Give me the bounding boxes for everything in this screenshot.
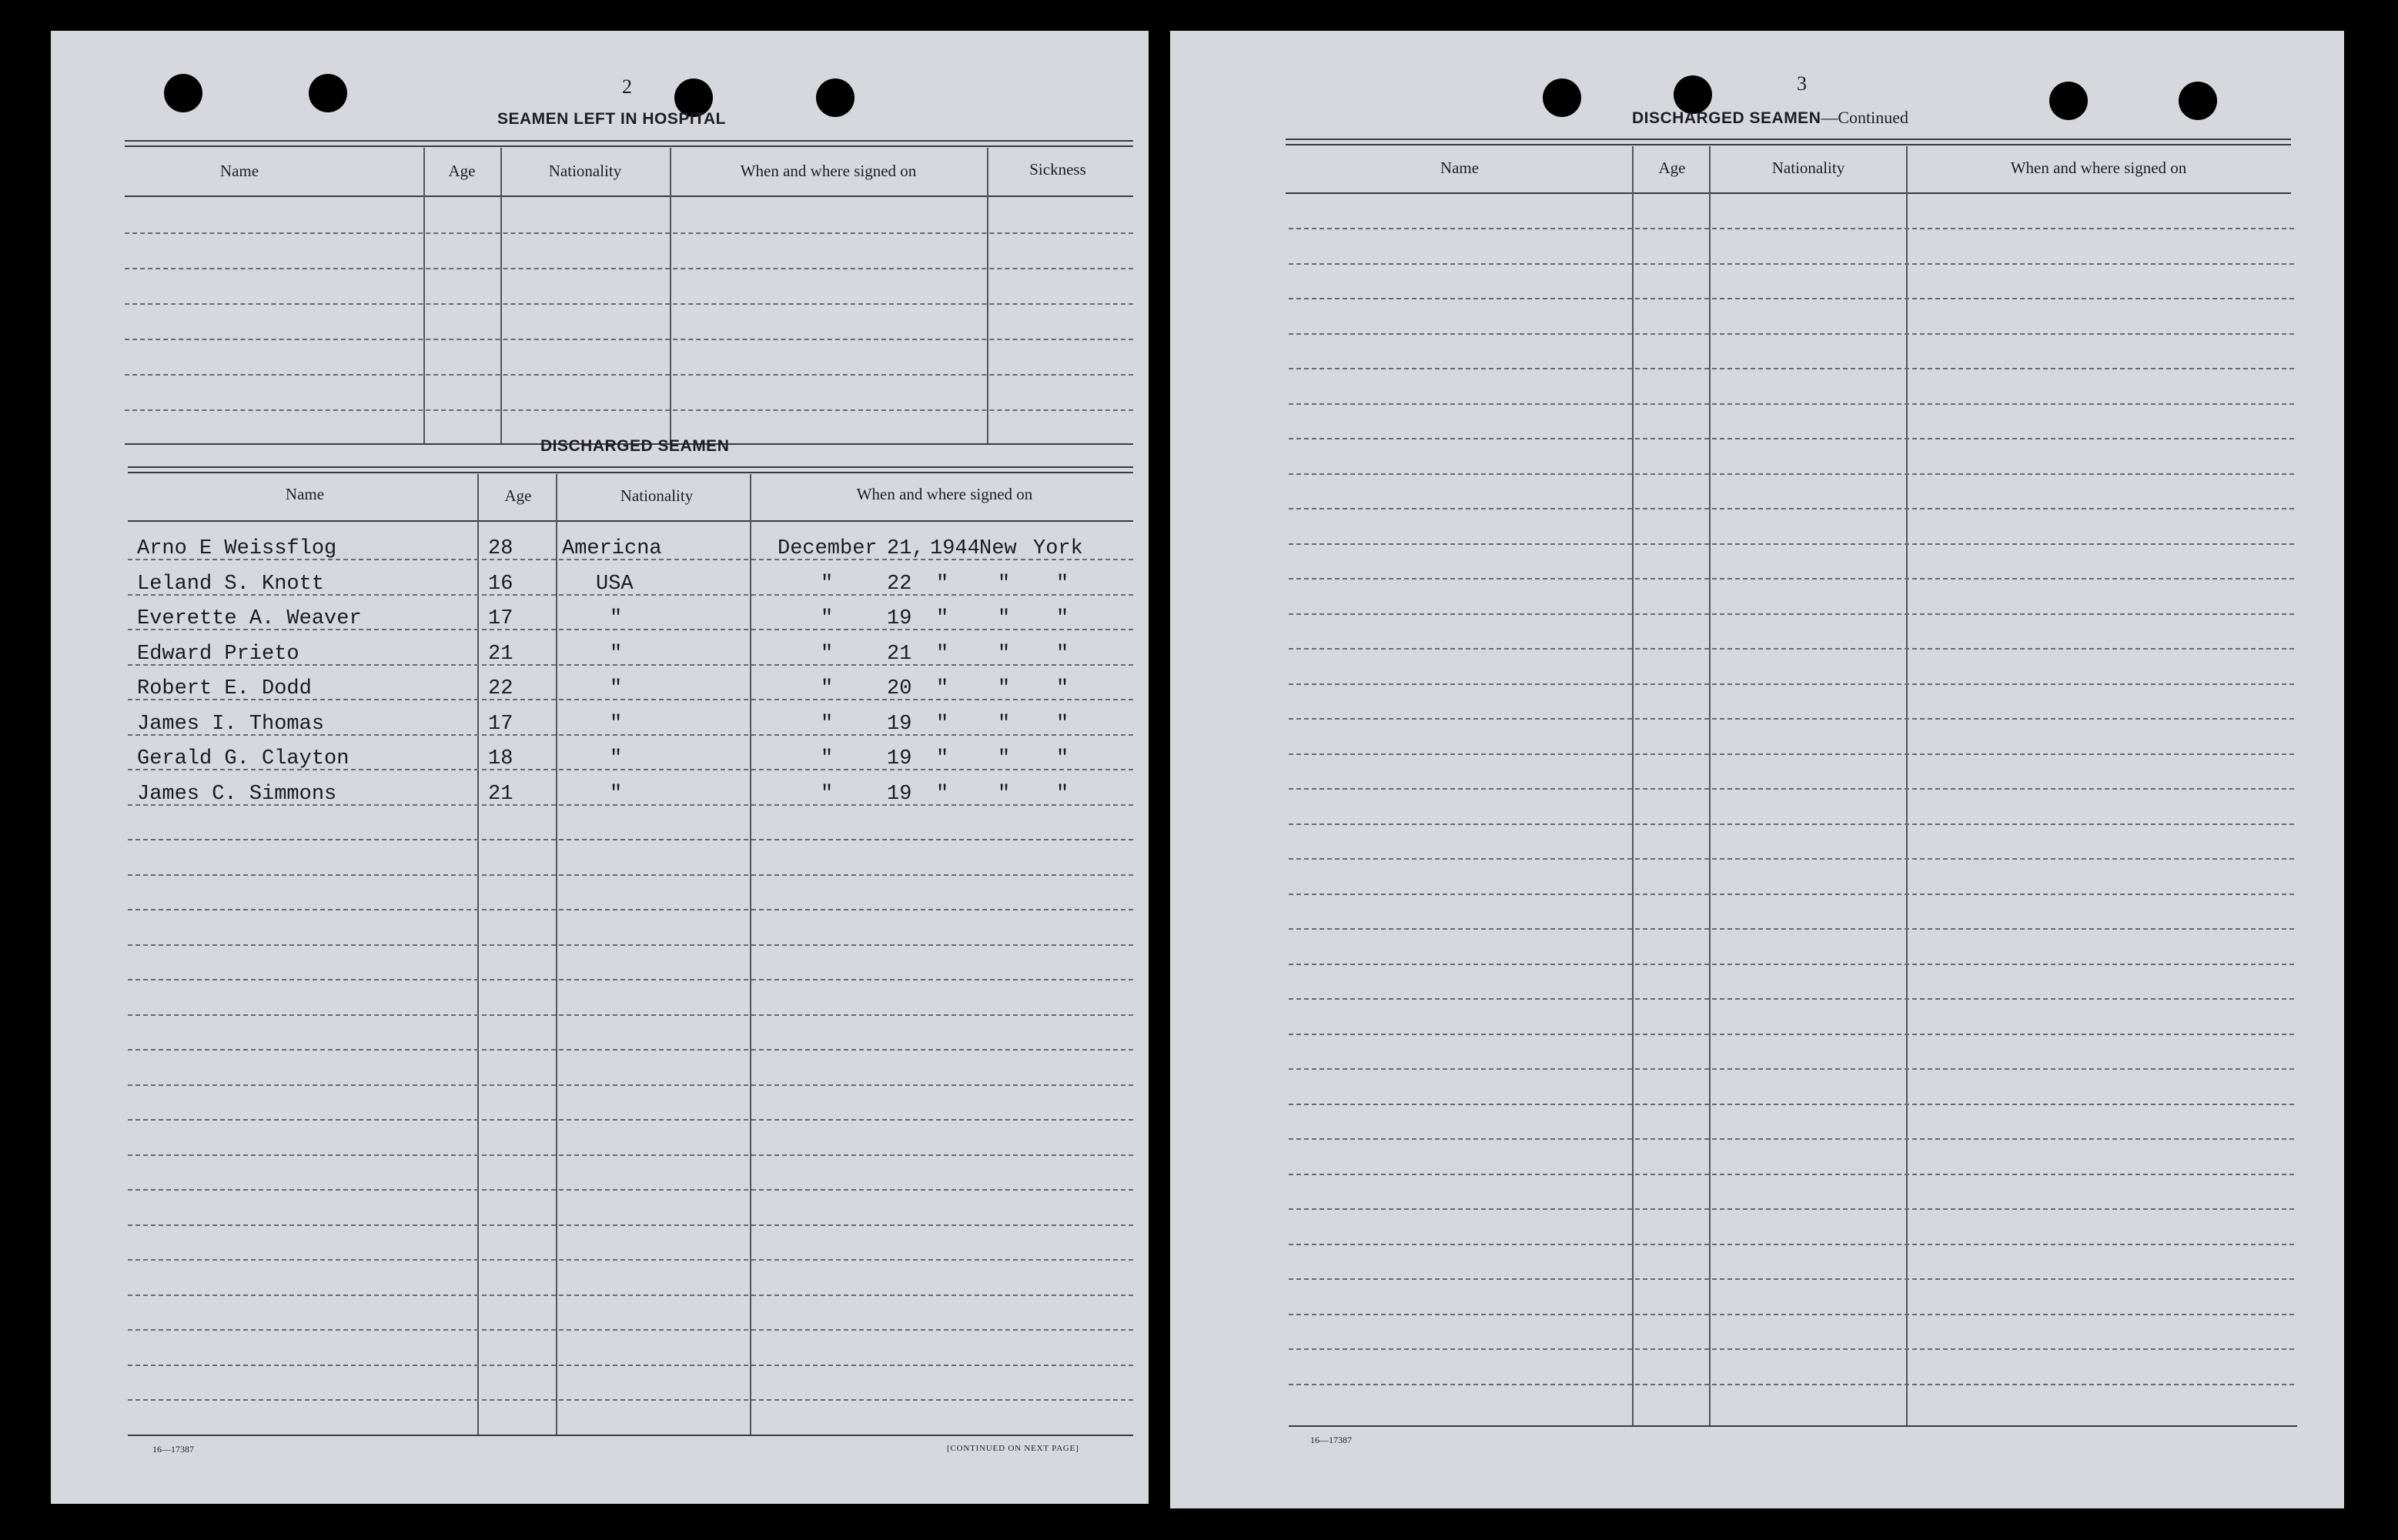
column-divider <box>987 148 988 443</box>
column-divider <box>556 474 557 1435</box>
seaman-age: 21 <box>488 782 513 806</box>
right-page <box>1170 31 2344 1508</box>
column-header-sickness: Sickness <box>1029 160 1086 179</box>
entry-line <box>1289 1348 2294 1350</box>
continued-note: [CONTINUED ON NEXT PAGE] <box>947 1444 1079 1453</box>
signed-on-day: 19 <box>887 607 912 630</box>
signed-on-day: 22 <box>887 572 912 596</box>
seaman-age: 21 <box>488 642 513 666</box>
page-number: 3 <box>1797 72 1807 95</box>
seaman-nationality: " <box>610 747 623 770</box>
entry-line <box>1289 1278 2294 1280</box>
entry-line <box>1289 683 2294 685</box>
column-header-nationality: Nationality <box>1771 159 1845 177</box>
column-divider <box>477 474 479 1435</box>
form-number: 16—17387 <box>1310 1435 1352 1445</box>
punch-hole <box>2179 82 2217 120</box>
signed-on-place: " <box>998 782 1011 806</box>
column-header-signed-on: When and where signed on <box>2010 159 2187 177</box>
seaman-nationality: " <box>610 677 623 700</box>
seaman-age: 16 <box>488 572 513 596</box>
seaman-nationality: USA <box>596 572 634 596</box>
seaman-age: 17 <box>488 607 513 630</box>
signed-on-place: " <box>1056 712 1069 736</box>
entry-line <box>1289 1208 2294 1210</box>
entry-line <box>1289 1244 2294 1245</box>
seaman-nationality: Americna <box>562 537 662 560</box>
entry-line <box>1289 648 2294 650</box>
entry-line <box>1289 473 2294 475</box>
page-title-main: DISCHARGED SEAMEN <box>1632 109 1821 127</box>
signed-on-place: " <box>998 747 1011 770</box>
entry-line <box>1289 788 2294 790</box>
entry-line <box>1289 753 2294 755</box>
seaman-name: Leland S. Knott <box>137 572 325 596</box>
column-divider <box>1632 146 1634 1425</box>
signed-on-place: " <box>998 642 1011 666</box>
signed-on-day: 20 <box>887 677 912 700</box>
header-rule <box>125 195 1133 197</box>
seaman-nationality: " <box>610 607 623 630</box>
table-bottom-rule <box>1289 1425 2297 1427</box>
page-title-suffix: —Continued <box>1821 108 1909 127</box>
entry-line <box>1289 543 2294 545</box>
column-header-nationality: Nationality <box>620 486 694 505</box>
table-bottom-rule <box>128 1435 1133 1436</box>
signed-on-place: " <box>1056 747 1069 770</box>
signed-on-place: " <box>998 607 1011 630</box>
entry-line <box>128 839 1133 840</box>
seaman-age: 18 <box>488 747 513 770</box>
entry-line <box>125 232 1133 234</box>
punch-hole <box>1543 79 1581 117</box>
entry-line <box>1289 263 2294 265</box>
entry-line <box>128 874 1133 876</box>
seaman-name: James I. Thomas <box>137 712 325 736</box>
entry-line <box>1289 858 2294 860</box>
entry-line <box>128 1014 1133 1016</box>
entry-line <box>128 909 1133 910</box>
entry-line <box>1289 333 2294 335</box>
seaman-nationality: " <box>610 712 623 736</box>
signed-on-place: " <box>1056 677 1069 700</box>
entry-line <box>1289 613 2294 615</box>
header-rule <box>128 520 1133 522</box>
signed-on-day: 19 <box>887 712 912 736</box>
signed-on-place: " <box>998 712 1011 736</box>
punch-hole <box>816 79 855 117</box>
seaman-name: Edward Prieto <box>137 642 299 666</box>
entry-line <box>128 1224 1133 1226</box>
column-divider <box>423 148 425 443</box>
signed-on-place: " <box>1056 642 1069 666</box>
column-header-age: Age <box>448 162 476 180</box>
column-divider <box>500 148 502 443</box>
seaman-nationality: " <box>610 782 623 806</box>
entry-line <box>128 1365 1133 1366</box>
entry-line <box>128 1154 1133 1156</box>
entry-line <box>1289 1174 2294 1175</box>
seaman-name: James C. Simmons <box>137 782 337 806</box>
entry-line <box>1289 718 2294 720</box>
entry-line <box>128 1049 1133 1051</box>
entry-line <box>1289 438 2294 439</box>
entry-line <box>125 374 1133 376</box>
signed-on-year: " <box>936 677 949 700</box>
form-number: 16—17387 <box>152 1444 194 1455</box>
signed-on-day: 19 <box>887 747 912 770</box>
signed-on-year: " <box>936 642 949 666</box>
seaman-name: Everette A. Weaver <box>137 607 362 630</box>
signed-on-year: " <box>936 607 949 630</box>
seaman-name: Gerald G. Clayton <box>137 747 349 770</box>
punch-hole <box>309 74 347 112</box>
signed-on-month: " <box>821 712 834 736</box>
column-header-name: Name <box>285 485 325 503</box>
entry-line <box>1289 1068 2294 1070</box>
entry-line <box>128 1259 1133 1261</box>
signed-on-day: 21 <box>887 642 912 666</box>
seaman-name: Robert E. Dodd <box>137 677 312 700</box>
entry-line <box>1289 1104 2294 1105</box>
column-header-signed-on: When and where signed on <box>856 485 1033 503</box>
seaman-age: 22 <box>488 677 513 700</box>
entry-line <box>128 1294 1133 1296</box>
table-top-rule <box>128 466 1133 473</box>
signed-on-place: " <box>1056 782 1069 806</box>
column-header-nationality: Nationality <box>548 162 622 180</box>
column-header-name: Name <box>1440 159 1480 177</box>
signed-on-month: " <box>821 572 834 596</box>
entry-line <box>128 1399 1133 1401</box>
signed-on-place: " <box>1056 572 1069 596</box>
column-divider <box>1906 146 1908 1425</box>
column-divider <box>670 148 671 443</box>
hospital-section-title: SEAMEN LEFT IN HOSPITAL <box>497 110 726 128</box>
signed-on-month: " <box>821 782 834 806</box>
entry-line <box>1289 1384 2294 1385</box>
column-divider <box>1709 146 1711 1425</box>
header-rule <box>1286 192 2291 194</box>
entry-line <box>125 409 1133 411</box>
entry-line <box>125 303 1133 305</box>
signed-on-place: York <box>1033 537 1083 560</box>
signed-on-year: " <box>936 572 949 596</box>
signed-on-day: 21, <box>887 537 925 560</box>
table-top-rule <box>1286 139 2291 145</box>
entry-line <box>128 1119 1133 1121</box>
punch-hole <box>2049 82 2088 120</box>
entry-line <box>1289 368 2294 369</box>
entry-line <box>1289 928 2294 930</box>
entry-line <box>128 1329 1133 1331</box>
page-number: 2 <box>622 75 632 98</box>
signed-on-day: 19 <box>887 782 912 806</box>
entry-line <box>1289 1138 2294 1140</box>
column-header-age: Age <box>504 486 532 505</box>
signed-on-month: " <box>821 747 834 770</box>
entry-line <box>125 268 1133 269</box>
punch-hole <box>164 74 202 112</box>
seaman-name: Arno E Weissflog <box>137 537 337 560</box>
entry-line <box>1289 228 2294 229</box>
left-page <box>51 31 1149 1504</box>
entry-line <box>1289 403 2294 405</box>
entry-line <box>1289 823 2294 825</box>
signed-on-year: 1944 <box>930 537 980 560</box>
entry-line <box>1289 964 2294 965</box>
discharged-section-title: DISCHARGED SEAMEN <box>540 437 730 455</box>
entry-line <box>1289 578 2294 580</box>
signed-on-place: " <box>998 572 1011 596</box>
entry-line <box>128 1084 1133 1086</box>
entry-line <box>128 1189 1133 1191</box>
signed-on-year: " <box>936 747 949 770</box>
column-header-signed-on: When and where signed on <box>740 162 917 180</box>
entry-line <box>1289 894 2294 895</box>
seaman-nationality: " <box>610 642 623 666</box>
entry-line <box>1289 1034 2294 1035</box>
entry-line <box>128 944 1133 946</box>
signed-on-place: " <box>998 677 1011 700</box>
signed-on-year: " <box>936 712 949 736</box>
entry-line <box>125 339 1133 340</box>
signed-on-month: " <box>821 607 834 630</box>
entry-line <box>1289 998 2294 1000</box>
signed-on-month: December <box>778 537 878 560</box>
column-header-name: Name <box>219 162 259 180</box>
entry-line <box>1289 508 2294 509</box>
signed-on-place: " <box>1056 607 1069 630</box>
seaman-age: 28 <box>488 537 513 560</box>
signed-on-month: " <box>821 642 834 666</box>
entry-line <box>1289 298 2294 299</box>
signed-on-year: " <box>936 782 949 806</box>
column-header-age: Age <box>1658 159 1686 177</box>
page-title <box>1632 108 1908 128</box>
entry-line <box>128 979 1133 980</box>
entry-line <box>1289 1314 2294 1315</box>
signed-on-month: " <box>821 677 834 700</box>
table-top-rule <box>125 140 1133 147</box>
column-divider <box>750 474 751 1435</box>
seaman-age: 17 <box>488 712 513 736</box>
signed-on-place: New <box>979 537 1017 560</box>
